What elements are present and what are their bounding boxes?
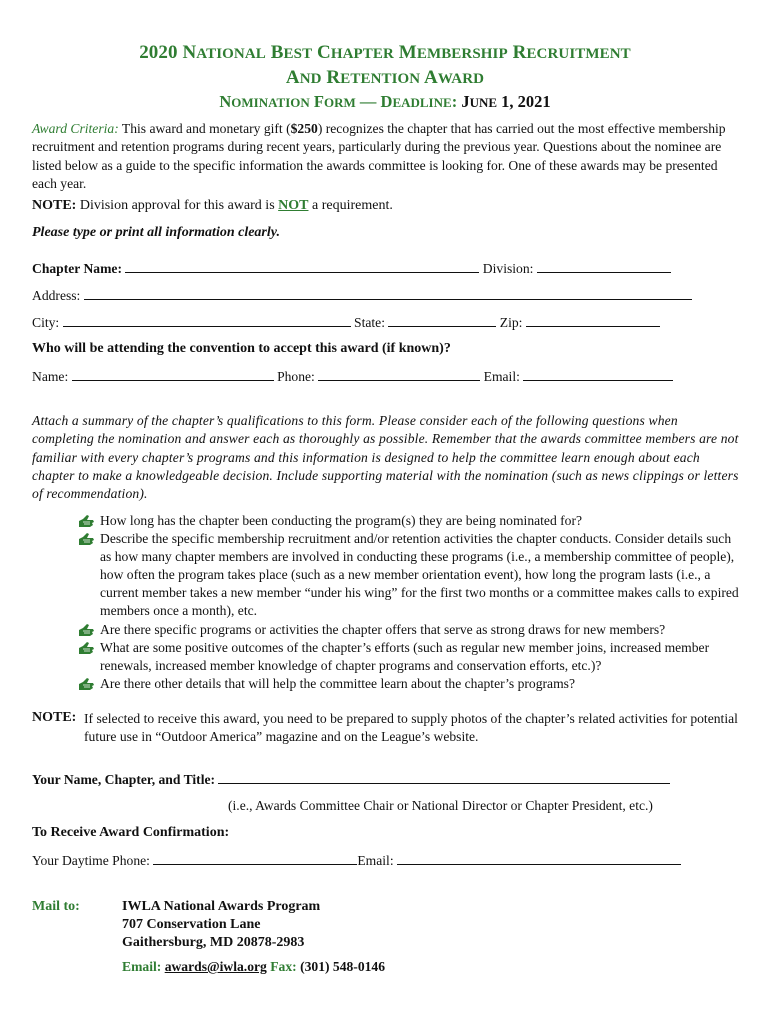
address-field[interactable] [84, 287, 692, 300]
photos-note-text: If selected to receive this award, you need to be prepared to supply photos of the chapter’s related activities for potential future use in “Outdoor America” magazine and on the League’s website. [84, 711, 738, 745]
attendee-name-field[interactable] [72, 368, 274, 381]
city-state-zip-row: City: State: Zip: [32, 314, 660, 331]
hand-pointing-icon [78, 623, 95, 637]
list-item: Are there other details that will help the committee learn about the chapter’s programs? [78, 675, 742, 693]
your-name-field[interactable] [218, 771, 670, 784]
confirmation-heading: To Receive Award Confirmation: [32, 825, 230, 840]
instruction-text: Please type or print all information clearly. [32, 225, 280, 240]
mailing-address: IWLA National Awards Program 707 Conservation Lane Gaithersburg, MD 20878-2983 [122, 899, 321, 950]
daytime-contact-row: Your Daytime Phone: Email: [32, 852, 681, 869]
page-title-line-2: AND RETENTION AWARD [285, 67, 485, 88]
hand-pointing-icon [78, 532, 95, 546]
photos-note-label: NOTE: [32, 710, 77, 725]
hand-pointing-icon [78, 641, 95, 655]
award-criteria-label: Award Criteria: [32, 121, 119, 136]
list-item: Describe the specific membership recruitment and/or retention activities the chapter conducts. Consider details such as how many chapter members are involved in conducting these programs (i.e., a membership committee of people), how often the program takes place (such as a new member orientation event), how long the program lasts (i.e., a current member takes a new member “under his wing” for the first two months or a committee makes calls to expired members once a month), etc. [78, 530, 742, 620]
attach-summary-paragraph: Attach a summary of the chapter’s qualifications to this form. Please consider each of the following questions when completing the nomination and answer each as thoroughly as possible. Remember that the awards committee members are not familiar with every chapter’s programs and this information is designed to help the committee learn enough about each chapter to make a knowledgeable decision. Include supporting material with the nomination (such as news clippings or letters of recommendation). [32, 413, 739, 502]
zip-field[interactable] [526, 314, 660, 327]
hand-pointing-icon [78, 677, 95, 691]
contact-info: Email: awards@iwla.org Fax: (301) 548-0146 [122, 959, 386, 974]
state-field[interactable] [388, 314, 496, 327]
your-name-row: Your Name, Chapter, and Title: [32, 771, 670, 788]
question-list [78, 512, 742, 693]
confirmation-email-field[interactable] [397, 852, 681, 865]
chapter-name-field[interactable] [125, 260, 479, 273]
city-field[interactable] [63, 314, 351, 327]
list-item: Are there specific programs or activities the chapter offers that serve as strong draws for new members? [78, 621, 742, 639]
list-item: How long has the chapter been conducting the program(s) they are being nominated for? [78, 512, 742, 530]
form-deadline-subtitle: NOMINATION FORM — DEADLINE: JUNE 1, 2021 [219, 92, 551, 111]
daytime-phone-field[interactable] [153, 852, 357, 865]
title-hint: (i.e., Awards Committee Chair or National Director or Chapter President, etc.) [228, 798, 653, 813]
address-row: Address: [32, 287, 692, 304]
attending-question: Who will be attending the convention to accept this award (if known)? [32, 341, 451, 356]
list-item: What are some positive outcomes of the chapter’s efforts (such as regular new member joins, increased member renewals, increased member knowledge of chapter programs and conservation efforts, etc.)? [78, 639, 742, 675]
chapter-name-row: Chapter Name: Division: [32, 260, 671, 277]
attendee-phone-field[interactable] [318, 368, 480, 381]
attendee-row: Name: Phone: Email: [32, 368, 673, 385]
hand-pointing-icon [78, 514, 95, 528]
award-criteria-paragraph: Award Criteria: This award and monetary gift ($250) recognizes the chapter that has carried out the most effective membership recruitment and retention programs during recent years, particularly during the previous year. Questions about the nominee are listed below as a guide to the specific information the awards committee is looking for. One of these awards may be presented each year. [32, 121, 726, 192]
page-title: 2020 NATIONAL BEST CHAPTER MEMBERSHIP RECRUITMENT [139, 42, 631, 63]
email-link[interactable]: awards@iwla.org [164, 959, 267, 974]
mail-to-label: Mail to: [32, 899, 80, 914]
attendee-email-field[interactable] [523, 368, 673, 381]
division-approval-note: NOTE: Division approval for this award is NOT a requirement. [32, 198, 393, 213]
division-field[interactable] [537, 260, 671, 273]
